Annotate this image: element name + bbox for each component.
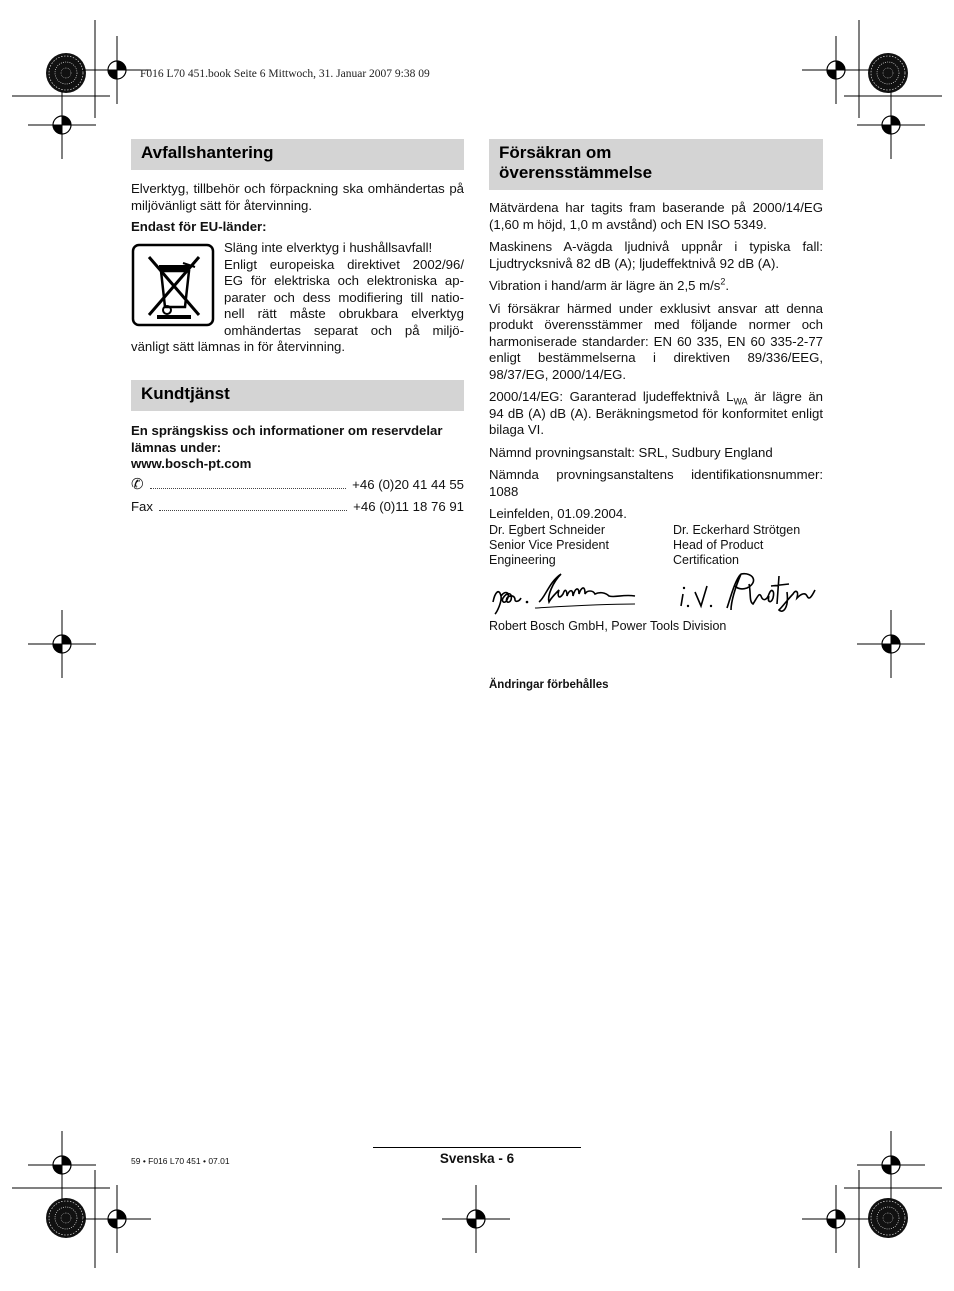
declaration-p3 [489,278,823,295]
leader-dots [150,487,347,489]
signer-title: Engineering [489,553,556,567]
fax-row [131,499,464,515]
declaration-p2: Maskinens A-vägda ljudnivå uppnår i typiska fall: Ljudtrycksnivå 82 dB (A); ljudeffektnivå 92 dB (A). [489,239,823,271]
leader-dots [159,509,347,511]
eu-line: Släng inte elverktyg i hushållsavfall! [224,240,433,255]
place-date: Leinfelden, 01.09.2004. [489,506,627,521]
phone-number[interactable]: +46 (0)20 41 44 55 [352,477,464,492]
service-info: En sprängskiss och informationer om reservdelar lämnas under: [131,423,443,455]
service-url[interactable]: www.bosch-pt.com [131,456,252,471]
signer-1 [489,523,669,568]
signer-title: Certification [673,553,739,567]
signer-title: Head of Product [673,538,764,552]
company-name: Robert Bosch GmbH, Power Tools Division [489,619,727,633]
p3-text: Vibration i hand/arm är lägre än 2,5 m/s [489,278,721,293]
fax-label: Fax [131,499,153,514]
declaration-p6: Nämnd provningsanstalt: SRL, Sudbury England [489,444,773,460]
p5-a: 2000/14/EG: Garanterad ljudeffektnivå L [489,389,734,404]
eu-line: EG för elektriska och elektroniska ap- [224,273,464,288]
section-title-declaration [489,139,823,190]
disposal-intro: Elverktyg, tillbehör och förpackning ska omhändertas på miljövänligt sätt för återvinning. [131,181,464,213]
section-title-service: Kundtjänst [131,380,464,411]
signer-title: Senior Vice President [489,538,609,552]
signer-name: Dr. Egbert Schneider [489,523,606,537]
eu-line: Enligt europeiska direktivet 2002/96/ [224,256,464,272]
print-header: F016 L70 451.book Seite 6 Mittwoch, 31. Januar 2007 9:38 09 [140,68,430,80]
p5-b: är lägre än 94 dB (A) dB (A). Beräkningsmetod för konformitet enligt bilaga VI. [489,389,823,437]
eu-line: nell rätt måste obrukbara elverktyg [224,306,464,321]
fax-number: +46 (0)11 18 76 91 [353,499,464,514]
p5-sub: WA [733,396,748,407]
footer-page: Svenska - 6 [439,1151,515,1166]
footer-rule [373,1147,581,1148]
signer-name: Dr. Eckerhard Strötgen [673,523,801,537]
footer-code: 59 • F016 L70 451 • 07.01 [131,1156,230,1166]
declaration-p4: Vi försäkrar härmed under exklusivt ansvar att denna produkt överensstämmer med följande normer och harmoniserade standarder: EN 60 335, EN 60 335-2-77 enligt bestämmelserna i direktiven 89/336/EEG, 98/37/EG, 2000/14/EG. [489,300,823,382]
eu-text-tail: vänligt sätt lämnas in för återvinning. [131,339,346,354]
eu-line: parater och dess modifiering till natio- [224,289,464,305]
crossed-out-wheelie-bin-icon [131,243,215,327]
declaration-p5 [489,389,823,439]
title-line: överensstämmelse [499,163,653,182]
signature-stroetgen [675,568,825,616]
eu-directive-text [224,240,464,339]
title-line: Försäkran om [499,143,612,162]
p3-sup: 2 [720,276,726,287]
phone-row [131,477,464,493]
declaration-body [489,200,823,529]
p3-end: . [725,278,730,293]
signature-schneider [489,568,639,616]
eu-label: Endast för EU-länder: [131,219,267,234]
reservation-note: Ändringar förbehålles [489,679,609,691]
signer-2 [673,523,833,568]
declaration-p7: Nämnda provningsanstaltens identifikationsnummer: 1088 [489,467,823,499]
section-title-disposal: Avfallshantering [131,139,464,170]
phone-icon: ✆ [131,476,144,493]
eu-line: omhändertas separat och på miljö- [224,322,464,338]
declaration-p1: Mätvärdena har tagits fram baserande på 2000/14/EG (1,60 m höjd, 1,0 m avstånd) och EN ISO 5349. [489,200,823,232]
